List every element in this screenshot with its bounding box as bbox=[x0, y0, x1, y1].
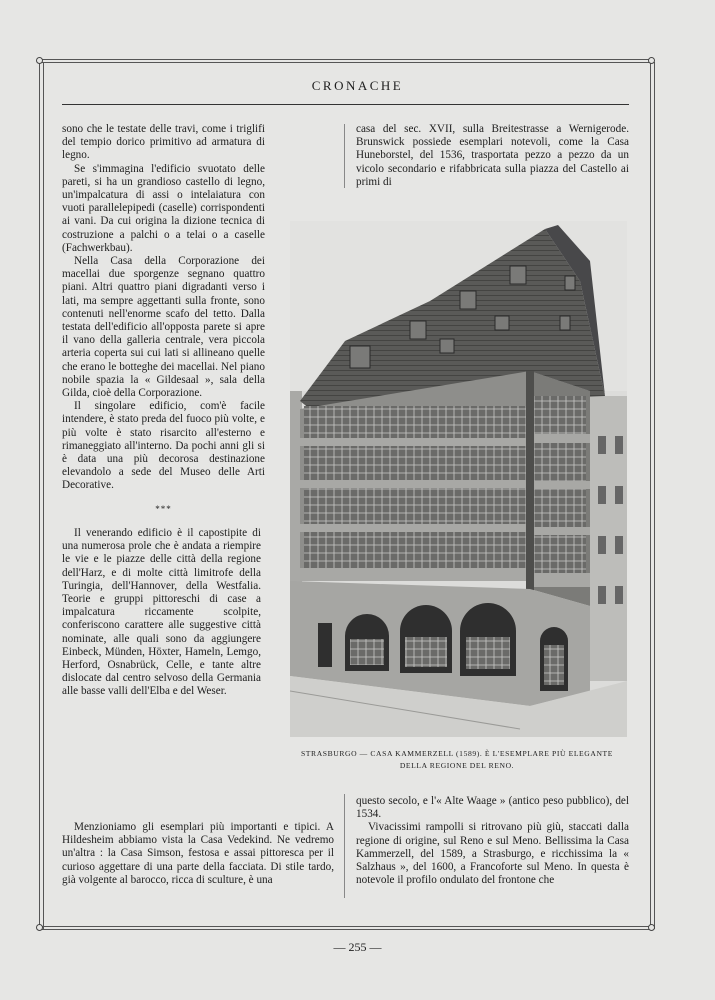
photo-caption bbox=[282, 748, 632, 772]
frame-top-rule bbox=[42, 59, 651, 60]
left-column-top bbox=[62, 123, 265, 699]
frame-right-rule-inner bbox=[654, 62, 655, 929]
paragraph: Il singolare edificio, com'è facile intendere, è stato preda del fuoco più volte, e più volte è stato risarcito all'esterno e rimaneggiato all'interno. Da pochi anni gli si è data una più decorosa destinazione elevandolo a sede del Museo delle Arti Decorative. bbox=[62, 400, 265, 492]
paragraph: questo secolo, e l'« Alte Waage » (antico peso pubblico), del 1534. bbox=[356, 795, 629, 821]
paragraph: Nella Casa della Corporazione dei macellai due sporgenze segnano quattro piani. Altri quattro piani digradanti verso i lati, ma sempre aggettanti sulla fronte, sono contenuti nell'enorme scafo del tetto. Dalla testata dell'edificio all'opposta parete si apre il vano della galleria centrale, vera piccola arteria coperta sui cui lati si allineano quelle che erano le botteghe dei macellai. Nel piano nobile spazia la « Gildesaal », sala della Gilda, cioè della Corporazione. bbox=[62, 255, 265, 400]
frame-left-rule-inner bbox=[43, 62, 44, 929]
left-column-bottom bbox=[62, 821, 334, 887]
frame-left-rule bbox=[39, 62, 40, 929]
paragraph: Vivacissimi rampolli si ritrovano più giù, staccati dalla regione di origine, sul Reno e sul Meno. Bellissima la Casa Kammerzell, del 1589, a Strasburgo, e ricchissima la « Salzhaus », del 1600, a Francoforte sul Meno. In questa è notevole il profilo ondulato del frontone che bbox=[356, 821, 629, 887]
running-header: CRONACHE bbox=[311, 78, 404, 93]
column-divider bbox=[344, 124, 345, 188]
frame-corner-ornament bbox=[36, 57, 43, 64]
paragraph: sono che le testate delle travi, come i triglifi del tempio dorico primitivo ad armatura di legno. bbox=[62, 123, 265, 162]
paragraph: casa del sec. XVII, sulla Breitestrasse a Wernigerode. Brunswick possiede esemplari notevoli, come la Casa Huneborstel, del 1536, trasportata pezzo a pezzo da un vicolo secondario e rifabbricata sulla piazza del Castello ai primi di bbox=[356, 123, 629, 188]
frame-bottom-rule-inner bbox=[42, 929, 651, 930]
page-number: — 255 — bbox=[333, 940, 382, 954]
section-separator: *** bbox=[155, 503, 172, 514]
caption-line: DELLA REGIONE DEL RENO. bbox=[399, 761, 515, 770]
frame-right-rule bbox=[650, 62, 651, 929]
frame-corner-ornament bbox=[648, 57, 655, 64]
casa-kammerzell-photo bbox=[290, 221, 627, 737]
right-column-bottom bbox=[356, 795, 629, 887]
frame-corner-ornament bbox=[648, 924, 655, 931]
paragraph: Se s'immagina l'edificio svuotato delle pareti, si ha un grandioso castello di legno, un'impalcatura di assi o intelaiatura con vuoti parallelepipedi (caselle) corrispondenti ai vani. Da cui origina la dizione tecnica di costruzione a palchi o a telai o a caselle (Fachwerkbau). bbox=[62, 162, 265, 254]
frame-corner-ornament bbox=[36, 924, 43, 931]
column-divider bbox=[344, 794, 345, 898]
paragraph: Il venerando edificio è il capostipite di una numerosa prole che è andata a riempire le vie e le piazze delle città della regione dell'Harz, e di molte città limitrofe della Turingia, dell'Hannover, della Westfalia. Teorie e gruppi pittoreschi di case a impalcatura riccamente scolpite, conferiscono carattere alle suggestive città nominate, alle quali sono da aggiungere Einbeck, Münden, Höxter, Hameln, Lemgo, Herford, Osnabrück, Celle, e tante altre dislocate dal centro selvoso della Germania alle basse valli dell'Elba e del Weser. bbox=[62, 526, 261, 698]
paragraph: Menzioniamo gli esemplari più importanti e tipici. A Hildesheim abbiamo vista la Casa Vedekind. Ne vedremo un'altra : la Casa Simson, festosa e assai pittoresca per il curioso aggettare di una parte della facciata. Di stile tardo, già volgente al barocco, ricca di sculture, è una bbox=[62, 821, 334, 886]
caption-line: STRASBURGO — CASA KAMMERZELL (1589). È L'ESEMPLARE PIÙ ELEGANTE bbox=[300, 749, 614, 758]
frame-bottom-rule bbox=[42, 926, 651, 927]
right-column-top bbox=[356, 123, 629, 189]
frame-top-rule-inner bbox=[42, 62, 651, 63]
header-rule bbox=[62, 104, 629, 105]
